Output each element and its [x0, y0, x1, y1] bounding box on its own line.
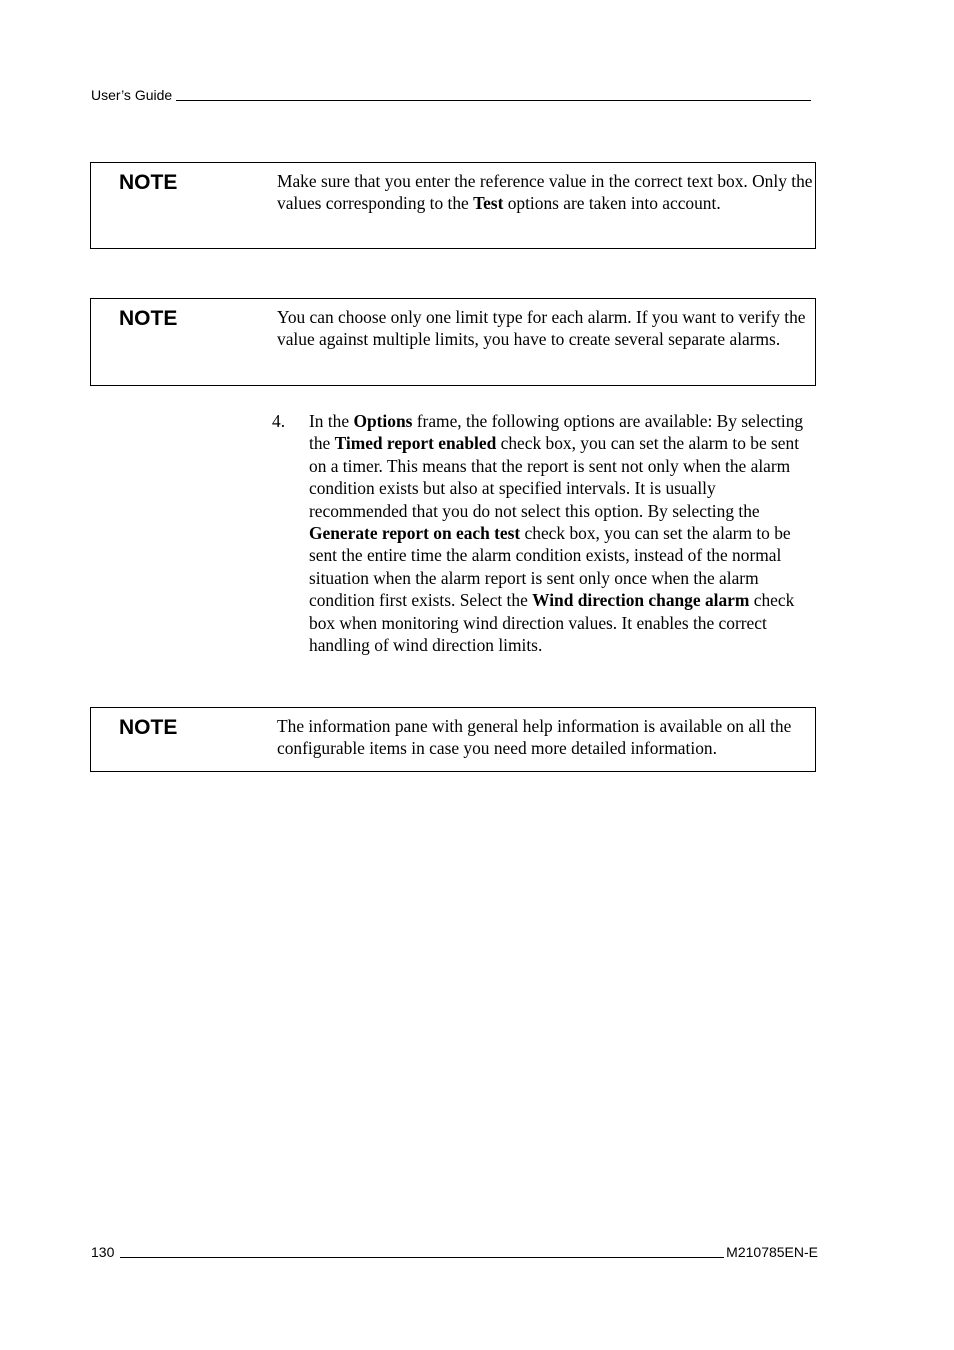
- header-rule: [176, 100, 811, 101]
- note-label: NOTE: [119, 171, 178, 194]
- footer-rule: [120, 1257, 724, 1258]
- bold-term: Test: [473, 193, 504, 214]
- note-text: [277, 306, 813, 351]
- text-run: You can choose only one limit type for each alarm. If you want to verify the value against multiple limits, you have to create several separate alarms.: [277, 307, 806, 350]
- text-run: In the: [309, 411, 354, 431]
- text-run: frame, the following options are available: By selecting the: [309, 411, 804, 454]
- running-header: [91, 87, 811, 103]
- bold-term: Generate report on each test: [309, 523, 521, 544]
- note-text: [277, 170, 813, 215]
- text-run: Make sure that you enter the reference value in the correct text box. Only the values corresponding to the: [277, 171, 813, 214]
- bold-term: Options: [353, 411, 413, 431]
- note-box: [90, 707, 816, 772]
- header-title: User’s Guide: [91, 87, 173, 103]
- text-run: options are taken into account.: [503, 193, 721, 214]
- note-label: NOTE: [119, 307, 178, 330]
- step-number: 4.: [272, 411, 286, 431]
- text-run: check box when monitoring wind direction values. It enables the correct handling of wind direction limits.: [309, 590, 795, 656]
- note-label: NOTE: [119, 716, 178, 739]
- note-box: [90, 298, 816, 386]
- step-text: [309, 410, 817, 656]
- note-text: [277, 715, 813, 760]
- document-code: M210785EN-E: [726, 1244, 818, 1260]
- bold-term: Timed report enabled: [334, 433, 497, 454]
- running-footer: [91, 1244, 818, 1260]
- text-run: check box, you can set the alarm to be sent the entire time the alarm condition exists, instead of the normal situation when the alarm report is sent only once when the alarm condition first exists. Select the: [309, 523, 791, 611]
- bold-term: Wind direction change alarm: [532, 590, 750, 611]
- note-box: [90, 162, 816, 249]
- page-number: 130: [91, 1244, 115, 1260]
- text-run: The information pane with general help information is available on all the configurable items in case you need more detailed information.: [277, 716, 792, 759]
- text-run: check box, you can set the alarm to be sent on a timer. This means that the report is sent not only when the alarm condition exists but also at specified intervals. It is usually recommended that you do not select this option. By selecting the: [309, 433, 800, 521]
